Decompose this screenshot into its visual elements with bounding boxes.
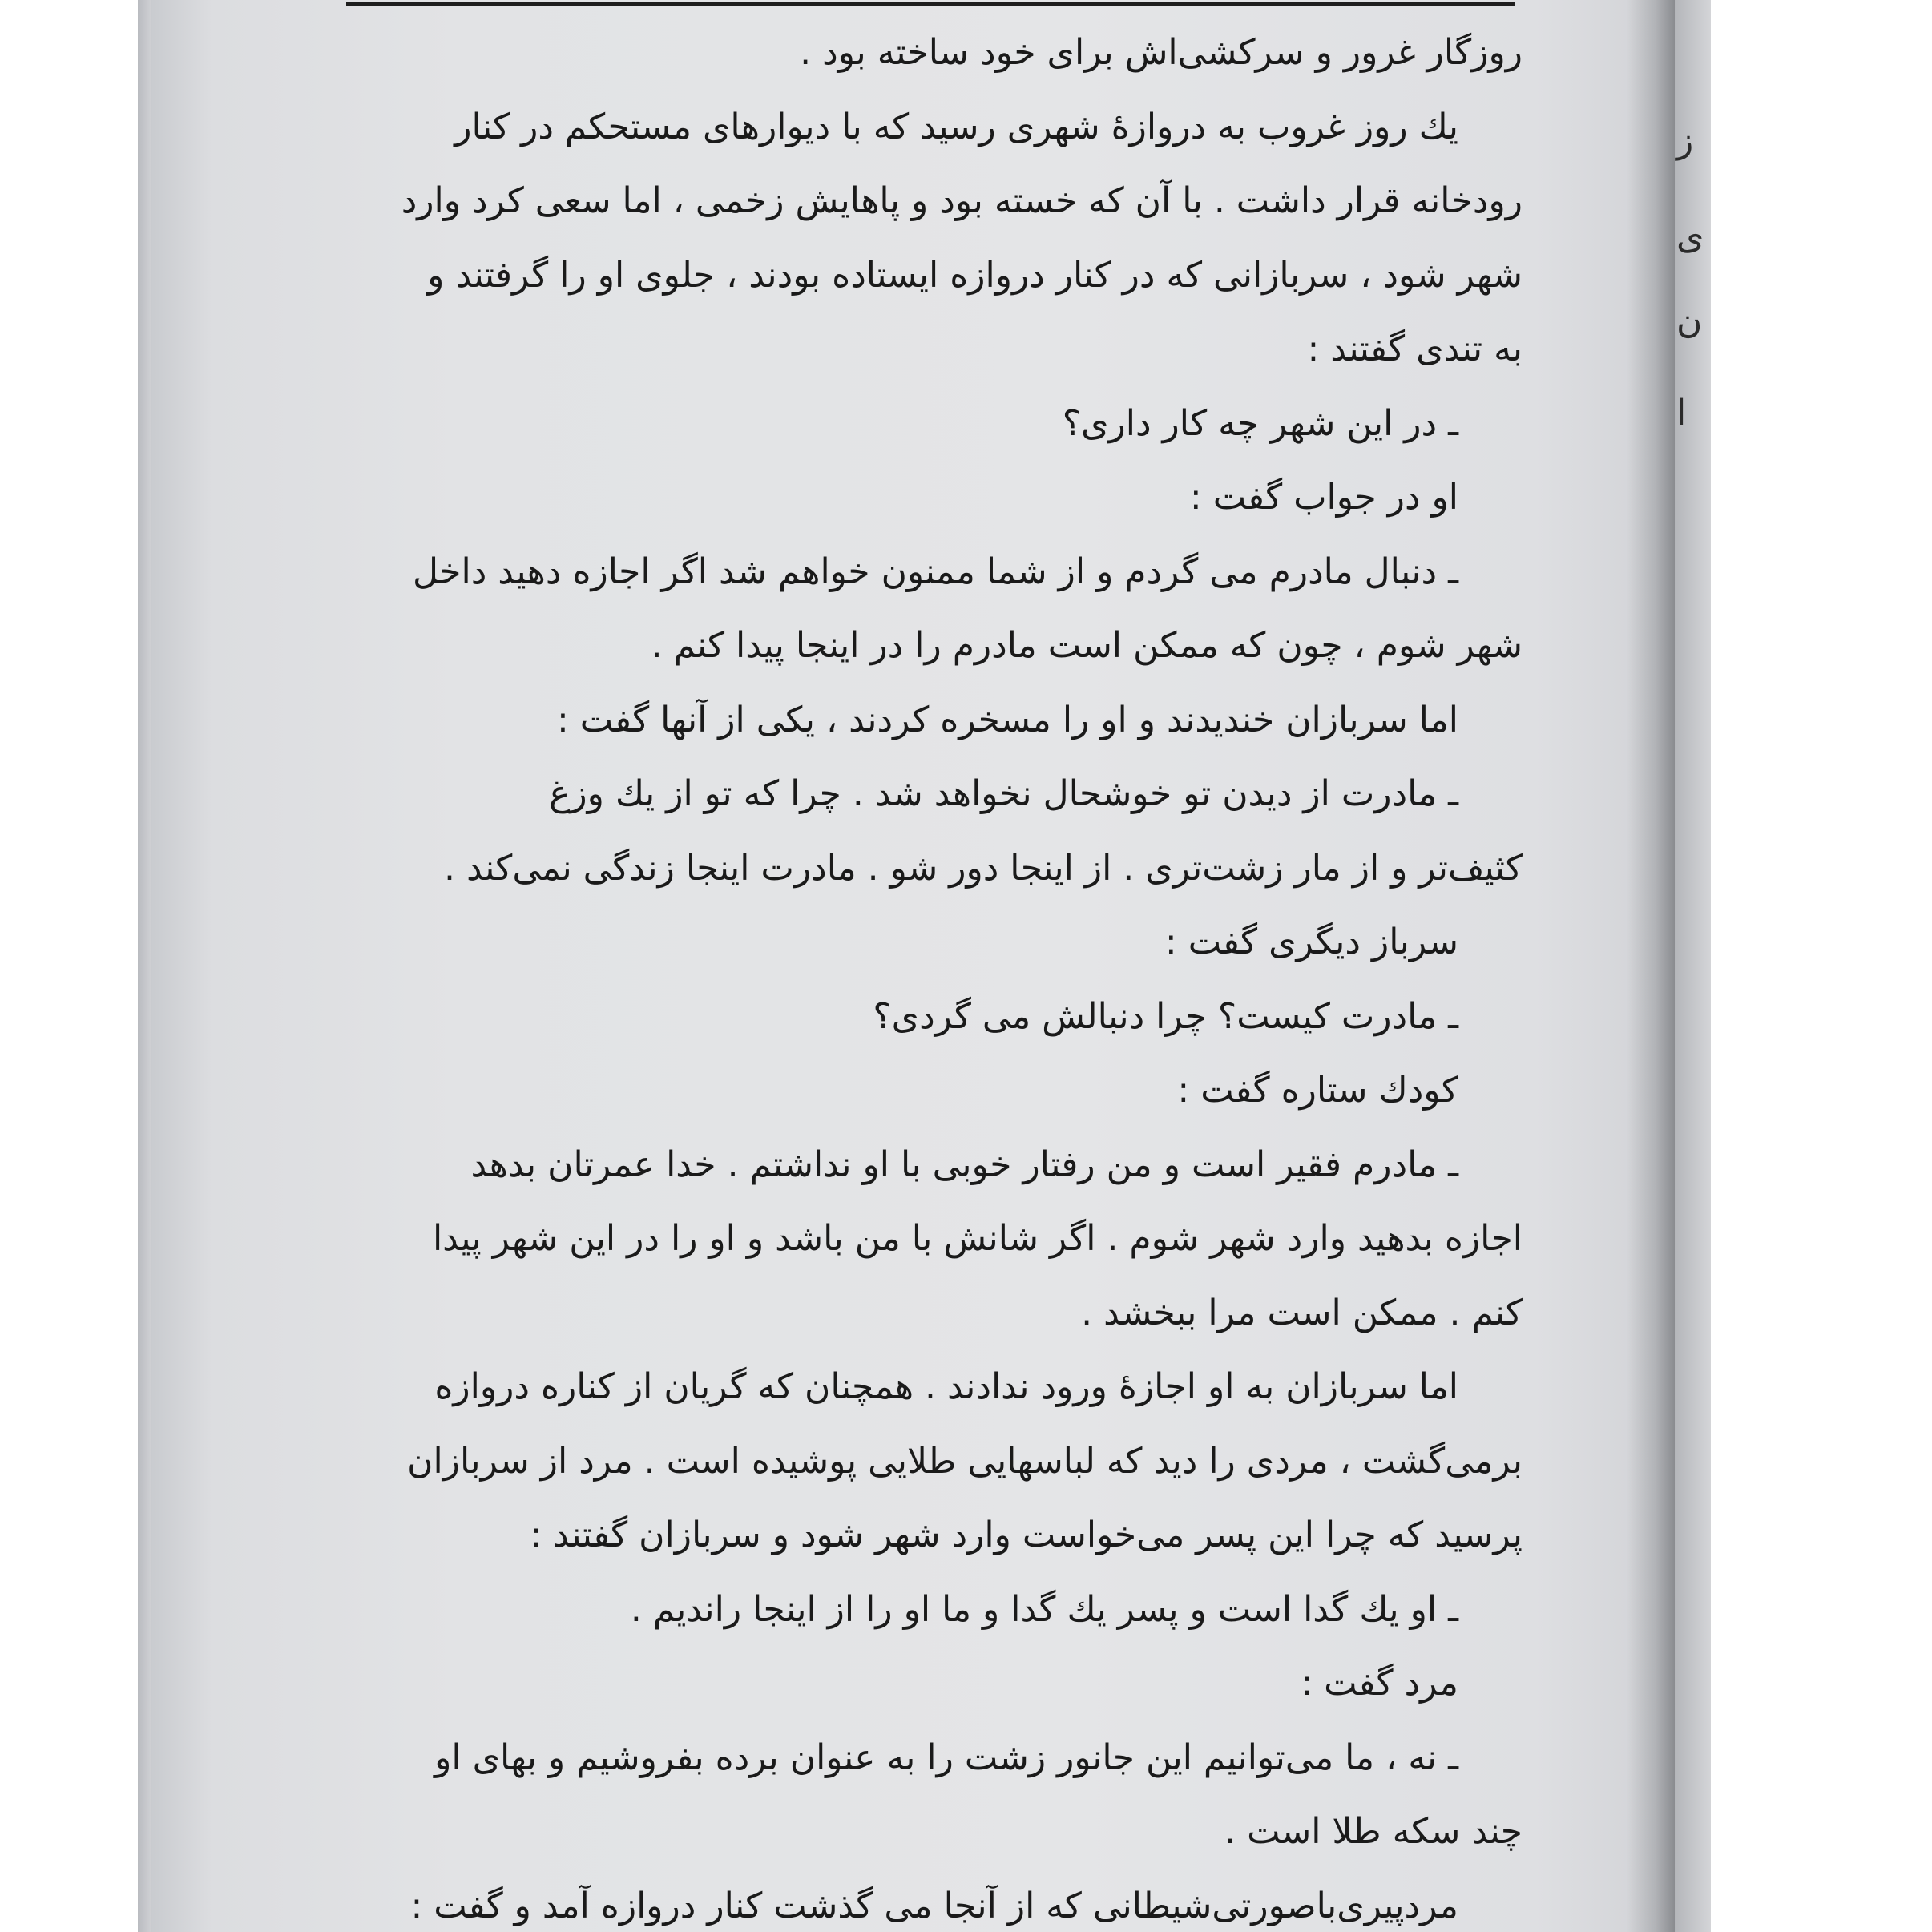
book-gutter-shadow	[1627, 0, 1675, 1932]
text-line: رودخانه قرار داشت . با آن که خسته بود و پاهایش زخمی ، اما سعی کرد وارد	[401, 180, 1523, 221]
text-line: ـ مادرم فقیر است و من رفتار خوبی با او نداشتم . خدا عمرتان بدهد	[470, 1143, 1458, 1185]
text-line: اجازه بدهید وارد شهر شوم . اگر شانش با من باشد و او را در این شهر پیدا	[432, 1218, 1523, 1259]
text-line: کثیف‌تر و از مار زشت‌تری . از اینجا دور شو . مادرت اینجا زندگی نمی‌کند .	[444, 847, 1523, 889]
text-line: چند سکه طلا است .	[1224, 1811, 1523, 1852]
text-line: برمی‌گشت ، مردی را دید که لباسهایی طلایی پوشیده است . مرد از سربازان	[407, 1440, 1523, 1482]
text-line: ـ در این شهر چه کار داری؟	[1062, 402, 1458, 444]
text-line: ـ او یك گدا است و پسر یك گدا و ما او را از اینجا راندیم .	[630, 1588, 1458, 1630]
next-page-fragment: ا	[1676, 393, 1687, 434]
text-line: ـ مادرت از دیدن تو خوشحال نخواهد شد . چرا که تو از یك وزغ	[549, 773, 1458, 814]
page-top-rule	[346, 2, 1515, 6]
text-line: ـ دنبال مادرم می گردم و از شما ممنون خواهم شد اگر اجازه دهید داخل	[412, 551, 1458, 592]
text-line: ـ مادرت کیست؟ چرا دنبالش می گردی؟	[873, 995, 1458, 1037]
text-line: مردپیری‌باصورتی‌شیطانی که از آنجا می گذشت کنار دروازه آمد و گفت :	[410, 1885, 1458, 1926]
page-body-text	[337, 16, 1523, 1932]
text-line: پرسید که چرا این پسر می‌خواست وارد شهر شود و سربازان گفتند :	[530, 1515, 1523, 1555]
text-line: او در جواب گفت :	[1189, 477, 1458, 518]
text-line: شهر شوم ، چون که ممکن است مادرم را در اینجا پیدا کنم .	[651, 625, 1523, 666]
text-line: کنم . ممکن است مرا ببخشد .	[1081, 1292, 1523, 1333]
text-line: یك روز غروب به دروازهٔ شهری رسید که با دیوارهای مستحکم در کنار	[454, 106, 1458, 147]
next-page-fragment: ن	[1676, 300, 1703, 341]
text-line: مرد گفت :	[1301, 1663, 1458, 1704]
text-line: به تندی گفتند :	[1307, 329, 1523, 369]
next-page-fragment: ی	[1676, 216, 1704, 257]
next-page-edge	[1675, 0, 1711, 1932]
next-page-fragment: ز	[1676, 120, 1694, 161]
text-line: اما سربازان خندیدند و او را مسخره کردند ، یکی از آنها گفت :	[556, 699, 1458, 740]
text-line: شهر شود ، سربازانی که در کنار دروازه ایستاده بودند ، جلوی او را گرفتند و	[427, 254, 1523, 296]
text-line: روزگار غرور و سرکشی‌اش برای خود ساخته بود .	[800, 32, 1523, 73]
text-line: اما سربازان به او اجازهٔ ورود ندادند . همچنان که گریان از کناره دروازه	[434, 1366, 1458, 1407]
text-line: کودك ستاره گفت :	[1177, 1070, 1458, 1111]
text-line: سرباز دیگری گفت :	[1164, 922, 1458, 962]
text-line: ـ نه ، ما می‌توانیم این جانور زشت را به عنوان برده بفروشیم و بهای او	[434, 1736, 1458, 1778]
